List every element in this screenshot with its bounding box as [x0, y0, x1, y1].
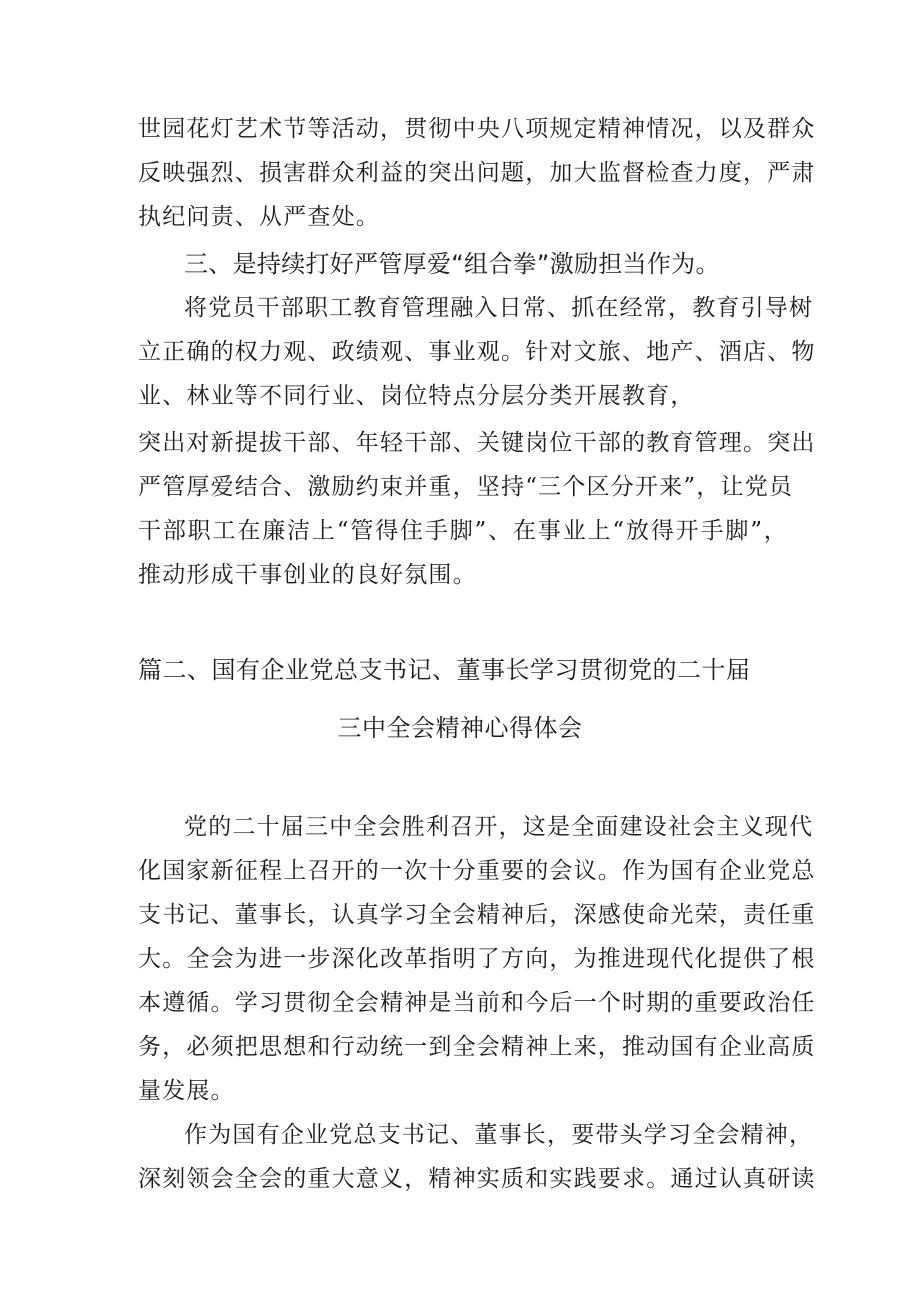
body-text-line: 务，必须把思想和行动统一到全会精神上来，推动国有企业高质 — [138, 1034, 816, 1060]
body-text-line: 立正确的权力观、政绩观、事业观。针对文旅、地产、酒店、物 — [138, 339, 816, 365]
body-text-line: 干部职工在廉洁上“管得住手脚”、在事业上“放得开手脚”， — [138, 518, 788, 544]
section-heading: 三、是持续打好严管厚爱“组合拳”激励担当作为。 — [184, 250, 720, 278]
body-text-line: 大。全会为进一步深化改革指明了方向，为推进现代化提供了根 — [138, 946, 816, 972]
body-text-line: 党的二十届三中全会胜利召开，这是全面建设社会主义现代 — [184, 814, 814, 840]
article-title-line-2: 三中全会精神心得体会 — [337, 714, 583, 742]
body-text-line: 反映强烈、损害群众利益的突出问题，加大监督检查力度，严肃 — [138, 160, 816, 186]
body-text-line: 本遵循。学习贯彻全会精神是当前和今后一个时期的重要政治任 — [138, 990, 816, 1016]
body-text-line: 推动形成干事创业的良好氛围。 — [138, 562, 477, 588]
body-text-line: 作为国有企业党总支书记、董事长，要带头学习全会精神， — [184, 1122, 814, 1148]
body-text-line: 严管厚爱结合、激励约束并重，坚持“三个区分开来”，让党员 — [138, 474, 794, 500]
body-text-line: 支书记、董事长，认真学习全会精神后，深感使命光荣，责任重 — [138, 902, 816, 928]
body-text-line: 世园花灯艺术节等活动，贯彻中央八项规定精神情况，以及群众 — [138, 116, 816, 142]
body-text-line: 执纪问责、从严查处。 — [138, 204, 380, 230]
body-text-line: 量发展。 — [138, 1078, 235, 1104]
body-text-line: 将党员干部职工教育管理融入日常、抓在经常，教育引导树 — [184, 295, 814, 321]
body-text-line: 业、林业等不同行业、岗位特点分层分类开展教育， — [138, 383, 695, 409]
body-text-line: 化国家新征程上召开的一次十分重要的会议。作为国有企业党总 — [138, 858, 816, 884]
body-text-line: 突出对新提拔干部、年轻干部、关键岗位干部的教育管理。突出 — [138, 430, 816, 456]
article-title-line-1: 篇二、国有企业党总支书记、董事长学习贯彻党的二十届 — [138, 656, 751, 684]
body-text-line: 深刻领会全会的重大意义，精神实质和实践要求。通过认真研读 — [138, 1166, 816, 1192]
